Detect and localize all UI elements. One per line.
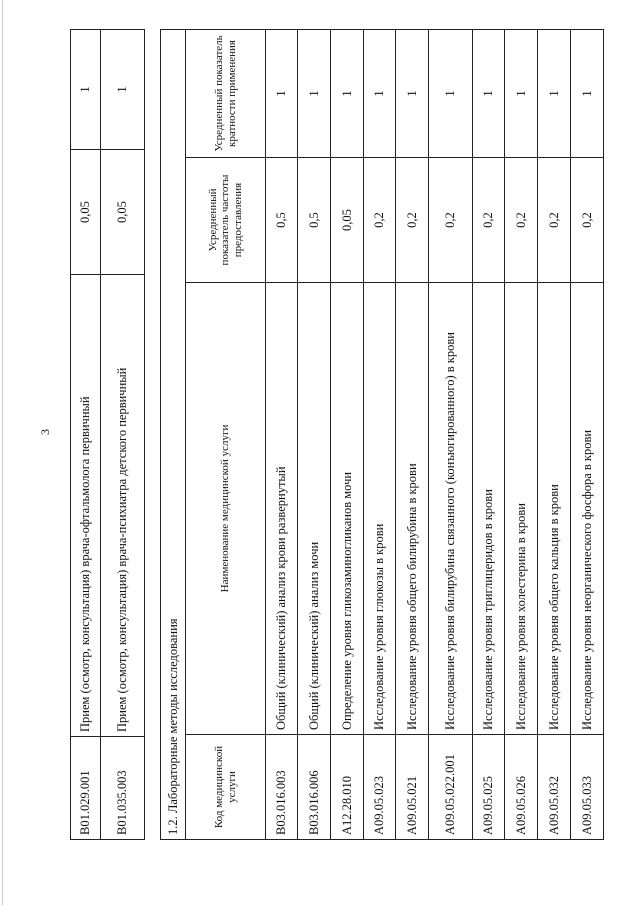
table-row	[505, 29, 538, 839]
cell-name: Исследование уровня триглицеридов в крови	[473, 283, 505, 735]
table-row	[571, 29, 604, 839]
cell-multiplicity: 1	[429, 29, 473, 157]
cell-name: Исследование уровня общего кальция в крови	[538, 283, 571, 735]
cell-code: B01.035.003	[101, 737, 145, 840]
cell-frequency: 0,05	[331, 158, 364, 283]
cell-multiplicity: 1	[396, 29, 429, 157]
cell-multiplicity: 1	[505, 29, 538, 157]
cell-name: Прием (осмотр, консультация) врача-офтальмолога первичный	[71, 275, 101, 737]
cell-frequency: 0,2	[473, 158, 505, 283]
header-row	[186, 29, 266, 839]
scan-edge-line	[2, 0, 3, 905]
cell-frequency: 0,2	[364, 158, 396, 283]
table-row	[101, 30, 145, 840]
cell-multiplicity: 1	[364, 29, 396, 157]
cell-code: B01.029.001	[71, 737, 101, 840]
table-row	[538, 29, 571, 839]
section-title: 1.2. Лабораторные методы исследования	[161, 29, 186, 839]
cell-multiplicity: 1	[571, 29, 604, 157]
cell-code: A09.05.022.001	[429, 735, 473, 840]
cell-frequency: 0,2	[538, 158, 571, 283]
table-row	[429, 29, 473, 839]
table-row	[298, 29, 331, 839]
cell-code: B03.016.003	[266, 735, 298, 840]
cell-code: A12.28.010	[331, 735, 364, 840]
table-row	[364, 29, 396, 839]
cell-name: Общий (клинический) анализ мочи	[298, 283, 331, 735]
header-frequency: Усредненный показатель частоты предоставления	[186, 158, 266, 283]
cell-frequency: 0,05	[71, 150, 101, 275]
header-code: Код медицинской услуги	[186, 735, 266, 840]
cell-frequency: 0,5	[266, 158, 298, 283]
cell-frequency: 0,05	[101, 150, 145, 275]
cell-multiplicity: 1	[298, 29, 331, 157]
table-row	[396, 29, 429, 839]
cell-code: A09.05.023	[364, 735, 396, 840]
cell-name: Общий (клинический) анализ крови развернутый	[266, 283, 298, 735]
table-row	[71, 30, 101, 840]
cell-name: Исследование уровня общего билирубина в крови	[396, 283, 429, 735]
cell-frequency: 0,2	[429, 158, 473, 283]
cell-frequency: 0,2	[571, 158, 604, 283]
cell-frequency: 0,5	[298, 158, 331, 283]
cell-name: Исследование уровня глюкозы в крови	[364, 283, 396, 735]
cell-code: A09.05.026	[505, 735, 538, 840]
cell-name: Прием (осмотр, консультация) врача-психиатра детского первичный	[101, 275, 145, 737]
cell-multiplicity: 1	[331, 29, 364, 157]
cell-name: Исследование уровня неорганического фосфора в крови	[571, 283, 604, 735]
cell-frequency: 0,2	[505, 158, 538, 283]
cell-multiplicity: 1	[538, 29, 571, 157]
cell-code: A09.05.021	[396, 735, 429, 840]
cell-code: A09.05.025	[473, 735, 505, 840]
cell-name: Исследование уровня холестерина в крови	[505, 283, 538, 735]
section-title-row	[161, 29, 186, 839]
table-row	[266, 29, 298, 839]
table-row	[473, 29, 505, 839]
header-multiplicity: Усредненный показатель кратности применения	[186, 29, 266, 157]
cell-multiplicity: 1	[266, 29, 298, 157]
table-row	[331, 29, 364, 839]
cell-name: Исследование уровня билирубина связанного (конъюгированного) в крови	[429, 283, 473, 735]
cell-multiplicity: 1	[473, 29, 505, 157]
consultations-table	[70, 29, 145, 840]
lab-methods-table	[160, 29, 604, 840]
cell-name: Определение уровня гликозаминогликанов мочи	[331, 283, 364, 735]
cell-multiplicity: 1	[71, 30, 101, 150]
cell-code: B03.016.006	[298, 735, 331, 840]
cell-frequency: 0,2	[396, 158, 429, 283]
cell-code: A09.05.033	[571, 735, 604, 840]
page-number: 3	[38, 429, 52, 435]
cell-multiplicity: 1	[101, 30, 145, 150]
header-name: Наименование медицинской услуги	[186, 283, 266, 735]
cell-code: A09.05.032	[538, 735, 571, 840]
